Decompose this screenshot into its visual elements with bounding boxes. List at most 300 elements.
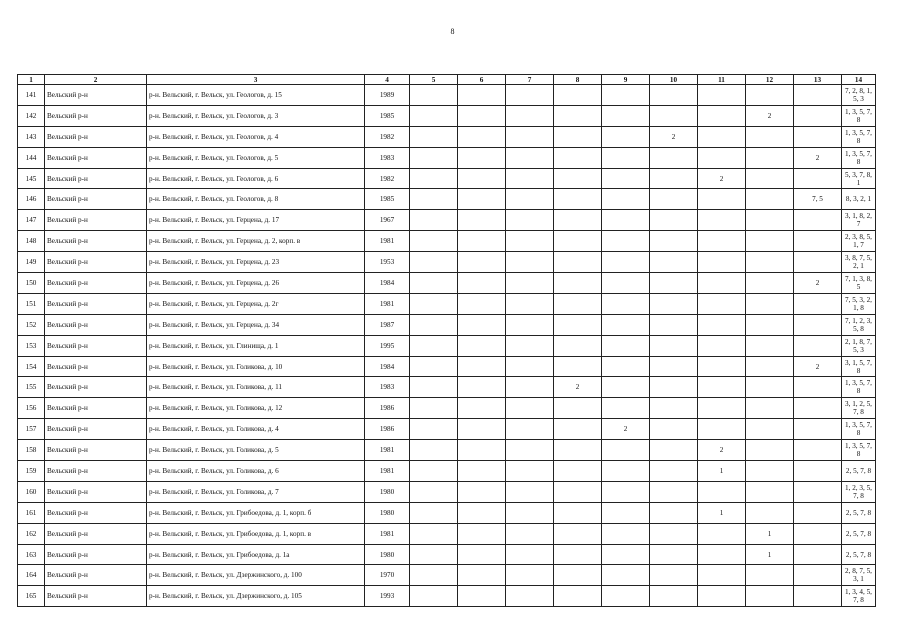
cell-col-5 (410, 231, 458, 252)
cell-col-6 (458, 231, 506, 252)
cell-col-6 (458, 252, 506, 273)
cell-year: 1986 (365, 419, 410, 440)
cell-col-11 (698, 544, 746, 565)
column-header-11: 11 (698, 75, 746, 85)
cell-col-12 (746, 419, 794, 440)
table-row (18, 523, 876, 544)
cell-col-5 (410, 356, 458, 377)
cell-col-5 (410, 335, 458, 356)
cell-row-number: 162 (18, 523, 45, 544)
table-row (18, 461, 876, 482)
cell-col-8 (554, 523, 602, 544)
cell-col-5 (410, 252, 458, 273)
cell-col-14: 1, 3, 5, 7, 8 (842, 377, 876, 398)
cell-col-13: 7, 5 (794, 189, 842, 210)
table-row (18, 293, 876, 314)
cell-col-5 (410, 398, 458, 419)
cell-year: 1984 (365, 356, 410, 377)
cell-district: Вельский р-н (45, 461, 147, 482)
cell-year: 1983 (365, 377, 410, 398)
cell-col-5 (410, 461, 458, 482)
table-row (18, 356, 876, 377)
cell-col-7 (506, 398, 554, 419)
cell-year: 1981 (365, 231, 410, 252)
cell-col-8 (554, 586, 602, 607)
cell-col-6 (458, 85, 506, 106)
cell-col-11 (698, 481, 746, 502)
cell-col-14: 1, 3, 4, 5, 7, 8 (842, 586, 876, 607)
cell-col-11 (698, 314, 746, 335)
cell-col-14: 7, 5, 3, 2, 1, 8 (842, 293, 876, 314)
cell-col-11 (698, 523, 746, 544)
cell-col-10 (650, 440, 698, 461)
cell-year: 1981 (365, 523, 410, 544)
cell-col-8 (554, 273, 602, 294)
cell-district: Вельский р-н (45, 502, 147, 523)
cell-col-7 (506, 586, 554, 607)
cell-col-14: 7, 2, 8, 1, 5, 3 (842, 85, 876, 106)
cell-col-14: 5, 3, 7, 8, 1 (842, 168, 876, 189)
cell-col-7 (506, 461, 554, 482)
cell-col-7 (506, 189, 554, 210)
cell-district: Вельский р-н (45, 273, 147, 294)
page-number: 8 (450, 27, 455, 36)
cell-col-10 (650, 168, 698, 189)
cell-col-12 (746, 461, 794, 482)
cell-col-9 (602, 231, 650, 252)
cell-address: р-н. Вельский, г. Вельск, ул. Геологов, д. 15 (147, 85, 365, 106)
cell-col-11: 2 (698, 440, 746, 461)
cell-row-number: 141 (18, 85, 45, 106)
cell-col-11 (698, 398, 746, 419)
cell-col-5 (410, 314, 458, 335)
cell-address: р-н. Вельский, г. Вельск, ул. Герцена, д. 34 (147, 314, 365, 335)
cell-col-13 (794, 481, 842, 502)
cell-row-number: 155 (18, 377, 45, 398)
column-header-10: 10 (650, 75, 698, 85)
cell-district: Вельский р-н (45, 189, 147, 210)
cell-col-12: 1 (746, 544, 794, 565)
table-row (18, 586, 876, 607)
cell-col-9 (602, 523, 650, 544)
cell-col-10 (650, 85, 698, 106)
cell-row-number: 148 (18, 231, 45, 252)
cell-col-12: 2 (746, 105, 794, 126)
cell-col-12 (746, 273, 794, 294)
cell-col-12 (746, 126, 794, 147)
cell-col-5 (410, 210, 458, 231)
cell-district: Вельский р-н (45, 356, 147, 377)
cell-col-12: 1 (746, 523, 794, 544)
cell-col-6 (458, 168, 506, 189)
cell-col-10 (650, 105, 698, 126)
cell-row-number: 157 (18, 419, 45, 440)
cell-col-9 (602, 335, 650, 356)
cell-year: 1995 (365, 335, 410, 356)
cell-year: 1987 (365, 314, 410, 335)
cell-address: р-н. Вельский, г. Вельск, ул. Голикова, д. 7 (147, 481, 365, 502)
cell-col-8 (554, 502, 602, 523)
cell-district: Вельский р-н (45, 252, 147, 273)
cell-col-11 (698, 210, 746, 231)
cell-col-11 (698, 85, 746, 106)
cell-col-13 (794, 586, 842, 607)
cell-col-7 (506, 231, 554, 252)
cell-address: р-н. Вельский, г. Вельск, ул. Дзержинского, д. 105 (147, 586, 365, 607)
cell-district: Вельский р-н (45, 231, 147, 252)
cell-col-8 (554, 231, 602, 252)
cell-year: 1953 (365, 252, 410, 273)
cell-col-6 (458, 356, 506, 377)
cell-col-9 (602, 461, 650, 482)
cell-col-11 (698, 231, 746, 252)
cell-row-number: 163 (18, 544, 45, 565)
cell-col-12 (746, 398, 794, 419)
cell-district: Вельский р-н (45, 210, 147, 231)
cell-row-number: 154 (18, 356, 45, 377)
table-row (18, 481, 876, 502)
cell-col-11 (698, 252, 746, 273)
cell-col-14: 3, 8, 7, 5, 2, 1 (842, 252, 876, 273)
cell-col-5 (410, 147, 458, 168)
cell-col-10: 2 (650, 126, 698, 147)
cell-col-8 (554, 419, 602, 440)
cell-year: 1981 (365, 440, 410, 461)
cell-row-number: 159 (18, 461, 45, 482)
cell-col-13 (794, 85, 842, 106)
cell-col-9 (602, 293, 650, 314)
cell-address: р-н. Вельский, г. Вельск, ул. Глинища, д. 1 (147, 335, 365, 356)
cell-col-9 (602, 314, 650, 335)
cell-year: 1982 (365, 126, 410, 147)
cell-col-5 (410, 523, 458, 544)
cell-col-8 (554, 210, 602, 231)
cell-address: р-н. Вельский, г. Вельск, ул. Голикова, д. 6 (147, 461, 365, 482)
cell-col-12 (746, 481, 794, 502)
cell-col-6 (458, 523, 506, 544)
cell-district: Вельский р-н (45, 481, 147, 502)
cell-col-12 (746, 314, 794, 335)
cell-district: Вельский р-н (45, 440, 147, 461)
column-header-6: 6 (458, 75, 506, 85)
cell-district: Вельский р-н (45, 523, 147, 544)
cell-col-7 (506, 565, 554, 586)
table-row (18, 398, 876, 419)
cell-col-6 (458, 586, 506, 607)
table-row (18, 502, 876, 523)
cell-district: Вельский р-н (45, 544, 147, 565)
cell-col-13 (794, 419, 842, 440)
cell-col-9 (602, 502, 650, 523)
cell-col-6 (458, 189, 506, 210)
column-header-12: 12 (746, 75, 794, 85)
cell-col-10 (650, 523, 698, 544)
cell-col-10 (650, 481, 698, 502)
cell-col-11 (698, 126, 746, 147)
cell-col-12 (746, 85, 794, 106)
cell-col-13 (794, 544, 842, 565)
cell-col-13 (794, 502, 842, 523)
cell-col-6 (458, 419, 506, 440)
cell-col-7 (506, 105, 554, 126)
cell-year: 1993 (365, 586, 410, 607)
cell-col-7 (506, 481, 554, 502)
table-row (18, 273, 876, 294)
cell-col-5 (410, 105, 458, 126)
cell-year: 1981 (365, 461, 410, 482)
cell-col-6 (458, 335, 506, 356)
cell-col-13: 2 (794, 273, 842, 294)
cell-col-10 (650, 293, 698, 314)
cell-col-7 (506, 314, 554, 335)
cell-address: р-н. Вельский, г. Вельск, ул. Голикова, д. 10 (147, 356, 365, 377)
cell-col-8: 2 (554, 377, 602, 398)
cell-col-9 (602, 252, 650, 273)
cell-col-8 (554, 147, 602, 168)
cell-address: р-н. Вельский, г. Вельск, ул. Голикова, д. 12 (147, 398, 365, 419)
cell-district: Вельский р-н (45, 126, 147, 147)
cell-col-12 (746, 586, 794, 607)
cell-col-11 (698, 356, 746, 377)
cell-col-13 (794, 314, 842, 335)
cell-col-7 (506, 168, 554, 189)
cell-col-12 (746, 231, 794, 252)
cell-col-13 (794, 398, 842, 419)
cell-col-10 (650, 356, 698, 377)
table-row (18, 252, 876, 273)
cell-district: Вельский р-н (45, 293, 147, 314)
column-header-14: 14 (842, 75, 876, 85)
cell-col-9: 2 (602, 419, 650, 440)
cell-col-8 (554, 356, 602, 377)
cell-col-12 (746, 335, 794, 356)
cell-col-9 (602, 210, 650, 231)
cell-address: р-н. Вельский, г. Вельск, ул. Герцена, д. 2, корп. в (147, 231, 365, 252)
cell-col-5 (410, 502, 458, 523)
cell-col-5 (410, 481, 458, 502)
cell-year: 1989 (365, 85, 410, 106)
cell-col-11 (698, 273, 746, 294)
cell-col-5 (410, 440, 458, 461)
cell-col-5 (410, 273, 458, 294)
cell-col-6 (458, 105, 506, 126)
cell-col-12 (746, 147, 794, 168)
cell-col-10 (650, 377, 698, 398)
cell-col-11 (698, 293, 746, 314)
cell-col-6 (458, 502, 506, 523)
cell-col-9 (602, 586, 650, 607)
cell-col-10 (650, 231, 698, 252)
cell-col-8 (554, 461, 602, 482)
cell-district: Вельский р-н (45, 147, 147, 168)
cell-col-9 (602, 189, 650, 210)
cell-col-13 (794, 126, 842, 147)
table-row (18, 314, 876, 335)
cell-row-number: 153 (18, 335, 45, 356)
cell-col-6 (458, 377, 506, 398)
table-row (18, 419, 876, 440)
cell-district: Вельский р-н (45, 85, 147, 106)
cell-col-13 (794, 105, 842, 126)
cell-address: р-н. Вельский, г. Вельск, ул. Геологов, д. 4 (147, 126, 365, 147)
cell-col-12 (746, 377, 794, 398)
cell-col-8 (554, 398, 602, 419)
cell-address: р-н. Вельский, г. Вельск, ул. Грибоедова, д. 1а (147, 544, 365, 565)
cell-address: р-н. Вельский, г. Вельск, ул. Герцена, д. 17 (147, 210, 365, 231)
cell-col-10 (650, 189, 698, 210)
cell-address: р-н. Вельский, г. Вельск, ул. Герцена, д. 2г (147, 293, 365, 314)
cell-col-12 (746, 210, 794, 231)
cell-row-number: 151 (18, 293, 45, 314)
table-row (18, 335, 876, 356)
cell-col-10 (650, 273, 698, 294)
cell-col-11 (698, 147, 746, 168)
cell-row-number: 161 (18, 502, 45, 523)
cell-col-9 (602, 273, 650, 294)
column-header-13: 13 (794, 75, 842, 85)
cell-col-7 (506, 440, 554, 461)
cell-col-7 (506, 419, 554, 440)
cell-col-14: 2, 1, 8, 7, 5, 3 (842, 335, 876, 356)
cell-col-8 (554, 85, 602, 106)
column-header-7: 7 (506, 75, 554, 85)
cell-district: Вельский р-н (45, 377, 147, 398)
cell-col-8 (554, 335, 602, 356)
cell-col-12 (746, 168, 794, 189)
cell-col-8 (554, 293, 602, 314)
cell-address: р-н. Вельский, г. Вельск, ул. Голикова, д. 11 (147, 377, 365, 398)
cell-col-13 (794, 168, 842, 189)
cell-col-5 (410, 544, 458, 565)
cell-row-number: 145 (18, 168, 45, 189)
cell-col-7 (506, 356, 554, 377)
cell-col-9 (602, 544, 650, 565)
table-row (18, 85, 876, 106)
cell-district: Вельский р-н (45, 586, 147, 607)
cell-col-14: 2, 8, 7, 5, 3, 1 (842, 565, 876, 586)
cell-col-14: 2, 5, 7, 8 (842, 502, 876, 523)
cell-col-7 (506, 335, 554, 356)
cell-col-6 (458, 481, 506, 502)
cell-col-9 (602, 126, 650, 147)
cell-col-8 (554, 105, 602, 126)
cell-col-13: 2 (794, 356, 842, 377)
cell-col-13: 2 (794, 147, 842, 168)
cell-address: р-н. Вельский, г. Вельск, ул. Герцена, д. 26 (147, 273, 365, 294)
cell-col-8 (554, 126, 602, 147)
cell-col-13 (794, 335, 842, 356)
cell-col-14: 8, 3, 2, 1 (842, 189, 876, 210)
cell-col-14: 2, 3, 8, 5, 1, 7 (842, 231, 876, 252)
cell-col-7 (506, 252, 554, 273)
table-row (18, 544, 876, 565)
table-row (18, 126, 876, 147)
cell-col-10 (650, 502, 698, 523)
cell-col-14: 7, 1, 3, 8, 5 (842, 273, 876, 294)
cell-col-6 (458, 126, 506, 147)
cell-col-8 (554, 168, 602, 189)
cell-year: 1983 (365, 147, 410, 168)
cell-year: 1985 (365, 105, 410, 126)
cell-col-10 (650, 398, 698, 419)
cell-col-5 (410, 419, 458, 440)
cell-col-6 (458, 398, 506, 419)
table-row (18, 565, 876, 586)
cell-col-11 (698, 377, 746, 398)
header-row (18, 75, 876, 85)
cell-col-12 (746, 565, 794, 586)
cell-col-11: 1 (698, 461, 746, 482)
cell-col-14: 1, 3, 5, 7, 8 (842, 419, 876, 440)
column-header-9: 9 (602, 75, 650, 85)
cell-col-13 (794, 293, 842, 314)
cell-col-14: 1, 3, 5, 7, 8 (842, 126, 876, 147)
cell-col-7 (506, 293, 554, 314)
cell-col-14: 1, 3, 5, 7, 8 (842, 440, 876, 461)
cell-col-12 (746, 440, 794, 461)
cell-col-6 (458, 461, 506, 482)
cell-address: р-н. Вельский, г. Вельск, ул. Герцена, д. 23 (147, 252, 365, 273)
cell-year: 1980 (365, 481, 410, 502)
cell-address: р-н. Вельский, г. Вельск, ул. Геологов, д. 8 (147, 189, 365, 210)
column-header-5: 5 (410, 75, 458, 85)
cell-col-14: 2, 5, 7, 8 (842, 523, 876, 544)
cell-address: р-н. Вельский, г. Вельск, ул. Грибоедова, д. 1, корп. б (147, 502, 365, 523)
cell-col-14: 3, 1, 2, 5, 7, 8 (842, 398, 876, 419)
cell-col-10 (650, 335, 698, 356)
cell-col-7 (506, 210, 554, 231)
cell-col-9 (602, 147, 650, 168)
cell-district: Вельский р-н (45, 565, 147, 586)
table-row (18, 105, 876, 126)
cell-year: 1981 (365, 293, 410, 314)
cell-col-11 (698, 189, 746, 210)
cell-col-13 (794, 252, 842, 273)
cell-col-10 (650, 544, 698, 565)
cell-address: р-н. Вельский, г. Вельск, ул. Голикова, д. 4 (147, 419, 365, 440)
cell-row-number: 149 (18, 252, 45, 273)
cell-row-number: 165 (18, 586, 45, 607)
cell-col-9 (602, 398, 650, 419)
cell-col-12 (746, 293, 794, 314)
cell-row-number: 164 (18, 565, 45, 586)
cell-year: 1985 (365, 189, 410, 210)
cell-address: р-н. Вельский, г. Вельск, ул. Грибоедова, д. 1, корп. в (147, 523, 365, 544)
cell-col-11: 1 (698, 502, 746, 523)
cell-col-7 (506, 147, 554, 168)
cell-col-7 (506, 126, 554, 147)
cell-district: Вельский р-н (45, 419, 147, 440)
cell-col-6 (458, 210, 506, 231)
cell-address: р-н. Вельский, г. Вельск, ул. Геологов, д. 6 (147, 168, 365, 189)
cell-col-10 (650, 210, 698, 231)
cell-col-7 (506, 502, 554, 523)
cell-year: 1984 (365, 273, 410, 294)
cell-col-8 (554, 252, 602, 273)
cell-col-8 (554, 544, 602, 565)
cell-year: 1967 (365, 210, 410, 231)
cell-col-7 (506, 85, 554, 106)
table-row (18, 210, 876, 231)
cell-col-6 (458, 147, 506, 168)
cell-year: 1970 (365, 565, 410, 586)
cell-address: р-н. Вельский, г. Вельск, ул. Геологов, д. 3 (147, 105, 365, 126)
cell-col-14: 7, 1, 2, 3, 5, 8 (842, 314, 876, 335)
cell-col-10 (650, 147, 698, 168)
cell-col-9 (602, 356, 650, 377)
cell-col-9 (602, 85, 650, 106)
cell-col-7 (506, 377, 554, 398)
